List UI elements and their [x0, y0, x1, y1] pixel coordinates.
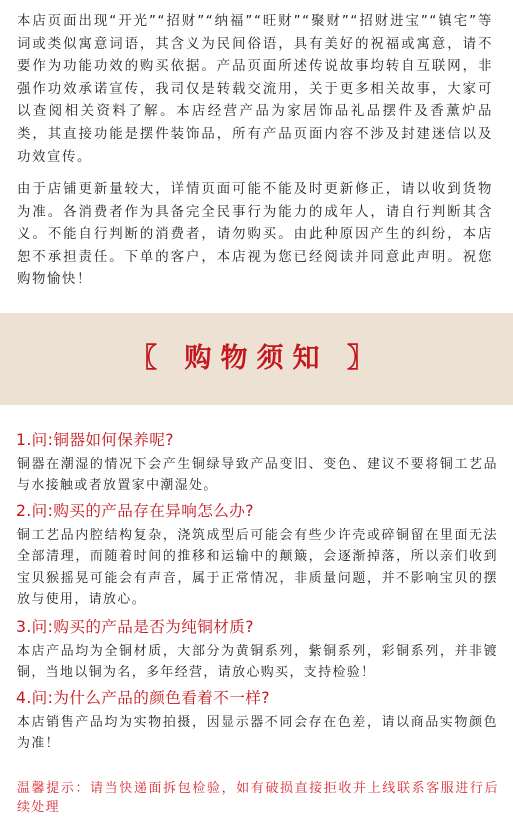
faq-answer: 铜器在潮湿的情况下会产生铜绿导致产品变旧、变色、建议不要将铜工艺品与水接触或者放置家中潮湿处。 [17, 457, 498, 494]
faq-item [14, 428, 498, 497]
faq-answer: 铜工艺品内腔结构复杂，浇筑成型后可能会有些少许壳或碎铜留在里面无法全部清理，而随着时间的推移和运输中的颠簸，会逐渐掉落，所以亲们收到宝贝猴摇晃可能会有声音，属于正常情况，非质量问题，并不影响宝贝的摆放与使用，请放心。 [17, 528, 498, 608]
shopping-notice-banner [0, 313, 513, 405]
warm-tip: 温馨提示：请当快递面拆包检验，如有破损直接拒收并上线联系客服进行后续处理 [17, 781, 499, 816]
faq-question: 4.问:为什么产品的颜色看着不一样? [16, 689, 270, 707]
faq-item [14, 499, 498, 611]
terms-paragraph: 由于店铺更新量较大，详情页面可能不能及时更新修正，请以收到货物为准。各消费者作为具备完全民事行为能力的成年人，请自行判断其含义。不能自行判断的消费者，请勿购买。由此种原因产生的纠纷，本店恕不承担责任。下单的客户，本店视为您已经阅读并同意此声明。祝您购物愉快！ [17, 182, 493, 288]
faq-question: 1.问:铜器如何保养呢? [16, 431, 174, 449]
faq-answer: 本店销售产品均为实物拍摄，因显示器不同会存在色差，请以商品实物颜色为准！ [17, 715, 498, 752]
faq-question: 3.问:购买的产品是否为纯铜材质? [16, 618, 254, 636]
faq-question: 2.问:购买的产品存在异响怎么办? [16, 502, 254, 520]
faq-answer: 本店产品均为全铜材质，大部分为黄铜系列，紫铜系列，彩铜系列，并非镀铜，当地以铜为名，多年经营，请放心购买，支持检验！ [17, 644, 498, 681]
section-title: 〖 购物须知 〗 [130, 343, 383, 374]
faq-item [14, 615, 498, 684]
faq-item [14, 686, 498, 755]
disclaimer-paragraph: 本店页面出现“开光”“招财”“纳福”“旺财”“聚财”“招财进宝”“镇宅”等词或类似寓意词语，其含义为民间俗语，具有美好的祝福或寓意，请不要作为功能功效的购买依据。产品页面所述传说故事均转自互联网，非强作功效承诺宣传，我司仅是转载交流用，关于更多相关故事，大家可以查阅相关资料了解。本店经营产品为家居饰品礼品摆件及香薰炉品类，其直接功能是摆件装饰品，所有产品页面内容不涉及封建迷信以及功效宣传。 [17, 14, 493, 165]
